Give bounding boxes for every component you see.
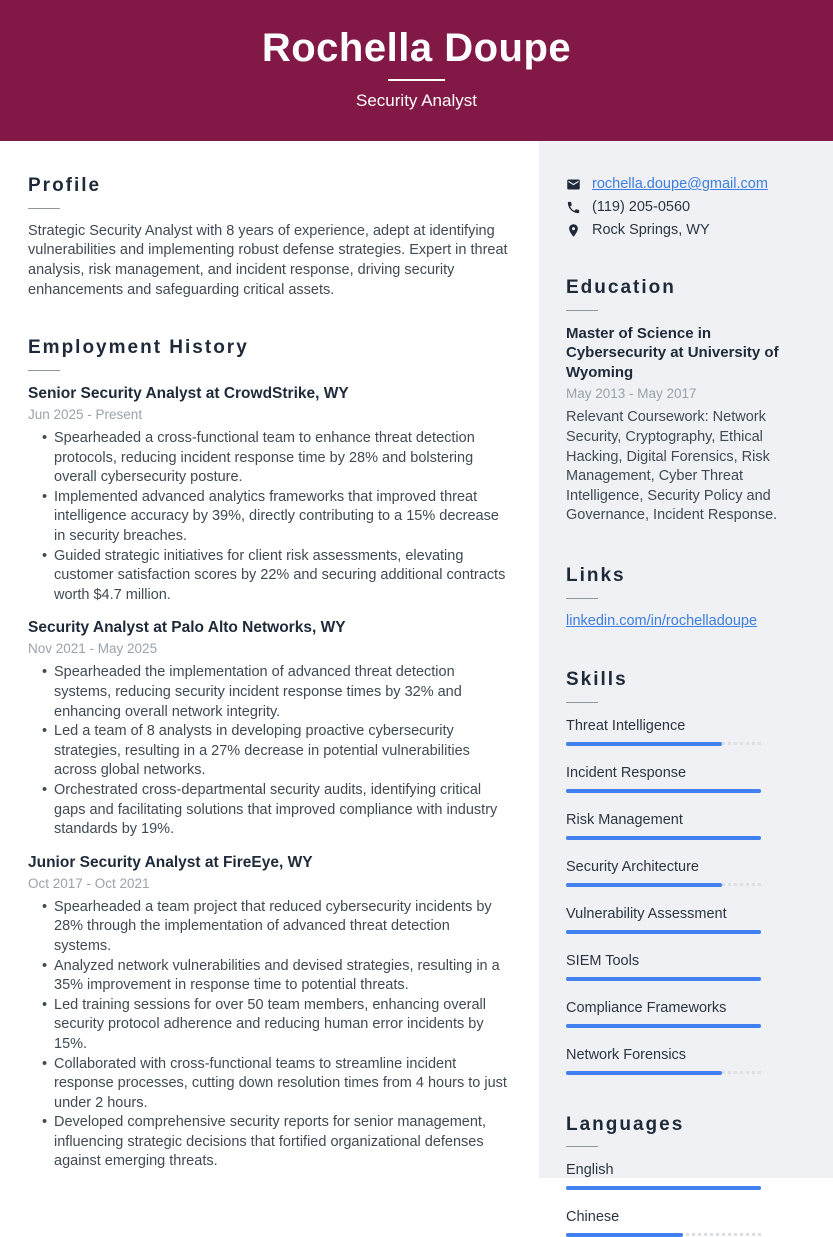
skill-name: Network Forensics	[566, 1046, 687, 1063]
job-dates: Nov 2021 - May 2025	[28, 641, 158, 657]
job-bullet: • Collaborated with cross-functional teams to streamline incident response processes, cutting down resolution times from 4 hours to just under 2 hours.	[28, 1055, 511, 1114]
section-rule	[28, 208, 60, 209]
profile-text: Strategic Security Analyst with 8 years of experience, adept at identifying vulnerabilities and implementing robust defense strategies. Expert in threat analysis, risk management, and incident response, driving security enhancements and safeguarding critical assets.	[28, 222, 508, 298]
linkedin-link[interactable]: linkedin.com/in/rochelladoupe	[566, 612, 758, 629]
language-name: English	[566, 1162, 614, 1179]
links-heading: Links	[566, 564, 626, 586]
email-link[interactable]: rochella.doupe@gmail.com	[592, 176, 768, 192]
links-section	[566, 565, 805, 630]
job-dates: Jun 2025 - Present	[28, 407, 143, 423]
skill-bar	[566, 1071, 761, 1075]
job-bullet-list	[28, 429, 511, 605]
skill-bar	[566, 883, 761, 887]
skill-bar-fill	[566, 789, 761, 793]
phone-icon	[566, 200, 581, 215]
job-bullet: • Spearheaded a team project that reduced cybersecurity incidents by 28% through the implementation of advanced threat detection systems.	[28, 898, 511, 957]
section-rule	[566, 702, 598, 703]
skill-item	[566, 857, 805, 887]
skill-name: Vulnerability Assessment	[566, 905, 727, 922]
employment-heading: Employment History	[28, 337, 249, 359]
job-bullet: • Spearheaded a cross-functional team to enhance threat detection protocols, reducing incident response time by 28% and bolstering overall cybersecurity posture.	[28, 429, 511, 488]
skill-name: Threat Intelligence	[566, 717, 686, 734]
skill-name: Risk Management	[566, 811, 683, 828]
language-item	[566, 1160, 805, 1190]
contact-email-row	[566, 176, 805, 192]
skill-bar-fill	[566, 1071, 722, 1075]
skill-bar	[566, 742, 761, 746]
language-name: Chinese	[566, 1209, 620, 1226]
skill-bar	[566, 1024, 761, 1028]
skill-name: SIEM Tools	[566, 952, 640, 969]
job-entry	[28, 384, 511, 605]
contact-section	[566, 176, 805, 238]
languages-heading: Languages	[566, 1113, 685, 1135]
profile-heading: Profile	[28, 175, 102, 196]
skill-item	[566, 904, 805, 934]
section-rule	[28, 370, 60, 371]
job-dates: Oct 2017 - Oct 2021	[28, 875, 150, 891]
language-item	[566, 1207, 805, 1237]
location-icon	[566, 223, 581, 238]
skills-section	[566, 669, 805, 1075]
job-bullet: • Led training sessions for over 50 team members, enhancing overall security protocol adherence and reducing human error incidents by 15%.	[28, 996, 511, 1055]
job-entry	[28, 618, 511, 839]
education-dates: May 2013 - May 2017	[566, 386, 697, 402]
skills-heading: Skills	[566, 668, 628, 690]
section-rule	[566, 310, 598, 311]
skill-bar	[566, 977, 761, 981]
education-section	[566, 277, 805, 526]
header-divider	[388, 79, 445, 81]
job-bullet: • Guided strategic initiatives for client risk assessments, elevating customer satisfaction scores by 22% and securing additional contracts worth $4.7 million.	[28, 547, 511, 606]
location-text: Rock Springs, WY	[592, 222, 710, 238]
skill-item	[566, 763, 805, 793]
profile-section	[28, 175, 511, 300]
skill-bar	[566, 930, 761, 934]
skill-item	[566, 1045, 805, 1075]
skill-name: Compliance Frameworks	[566, 999, 727, 1016]
skill-bar-fill	[566, 930, 761, 934]
education-description: Relevant Coursework: Network Security, Cryptography, Ethical Hacking, Digital Forensics, Risk Management, Cyber Threat Intelligence, Security Policy and Governance, Incident Response.	[566, 409, 778, 524]
language-bar-fill	[566, 1233, 683, 1237]
job-title: Junior Security Analyst at FireEye, WY	[28, 853, 313, 871]
job-bullet: • Implemented advanced analytics frameworks that improved threat intelligence accuracy by 39%, directly contributing to a 15% decrease in security breaches.	[28, 488, 511, 547]
education-degree: Master of Science in Cybersecurity at University of Wyoming	[566, 324, 779, 381]
phone-number: (119) 205-0560	[592, 199, 691, 215]
section-rule	[566, 598, 598, 599]
skill-bar-fill	[566, 836, 761, 840]
skill-name: Incident Response	[566, 764, 687, 781]
skill-bar-fill	[566, 977, 761, 981]
sidebar	[539, 141, 833, 1226]
resume-header	[0, 0, 833, 141]
skill-item	[566, 810, 805, 840]
contact-location-row	[566, 222, 805, 238]
job-bullet: • Developed comprehensive security reports for senior management, influencing strategic decisions that fortified organizational defenses against emerging threats.	[28, 1113, 511, 1172]
email-icon	[566, 177, 581, 192]
job-title: Senior Security Analyst at CrowdStrike, WY	[28, 385, 349, 403]
job-title: Security Analyst at Palo Alto Networks, WY	[28, 619, 346, 637]
skill-name: Security Architecture	[566, 858, 699, 875]
language-bar	[566, 1233, 761, 1237]
job-bullet-list	[28, 898, 511, 1172]
language-bar	[566, 1186, 761, 1190]
job-bullet-list	[28, 663, 511, 839]
skill-item	[566, 951, 805, 981]
job-bullet: • Spearheaded the implementation of advanced threat detection systems, reducing security incident response times by 32% and enhancing overall network integrity.	[28, 663, 511, 722]
skill-item	[566, 716, 805, 746]
education-heading: Education	[566, 277, 676, 298]
job-entry	[28, 853, 511, 1172]
skill-bar-fill	[566, 742, 722, 746]
language-bar-fill	[566, 1186, 761, 1190]
candidate-job-title: Security Analyst	[356, 91, 477, 110]
job-bullet: • Analyzed network vulnerabilities and devised strategies, resulting in a 35% improvement in response time to potential threats.	[28, 957, 511, 996]
skill-bar-fill	[566, 1024, 761, 1028]
employment-section	[28, 337, 511, 1172]
languages-section	[566, 1114, 805, 1237]
contact-phone-row	[566, 199, 805, 215]
candidate-name: Rochella Doupe	[261, 26, 572, 70]
skill-bar	[566, 836, 761, 840]
job-bullet: • Led a team of 8 analysts in developing proactive cybersecurity strategies, resulting in a 27% decrease in potential vulnerabilities across global networks.	[28, 722, 511, 781]
skill-bar	[566, 789, 761, 793]
main-column	[0, 141, 539, 1178]
skill-item	[566, 998, 805, 1028]
job-bullet: • Orchestrated cross-departmental security audits, identifying critical gaps and facilitating solutions that improved compliance with industry standards by 19%.	[28, 781, 511, 840]
skill-bar-fill	[566, 883, 722, 887]
section-rule	[566, 1146, 598, 1147]
